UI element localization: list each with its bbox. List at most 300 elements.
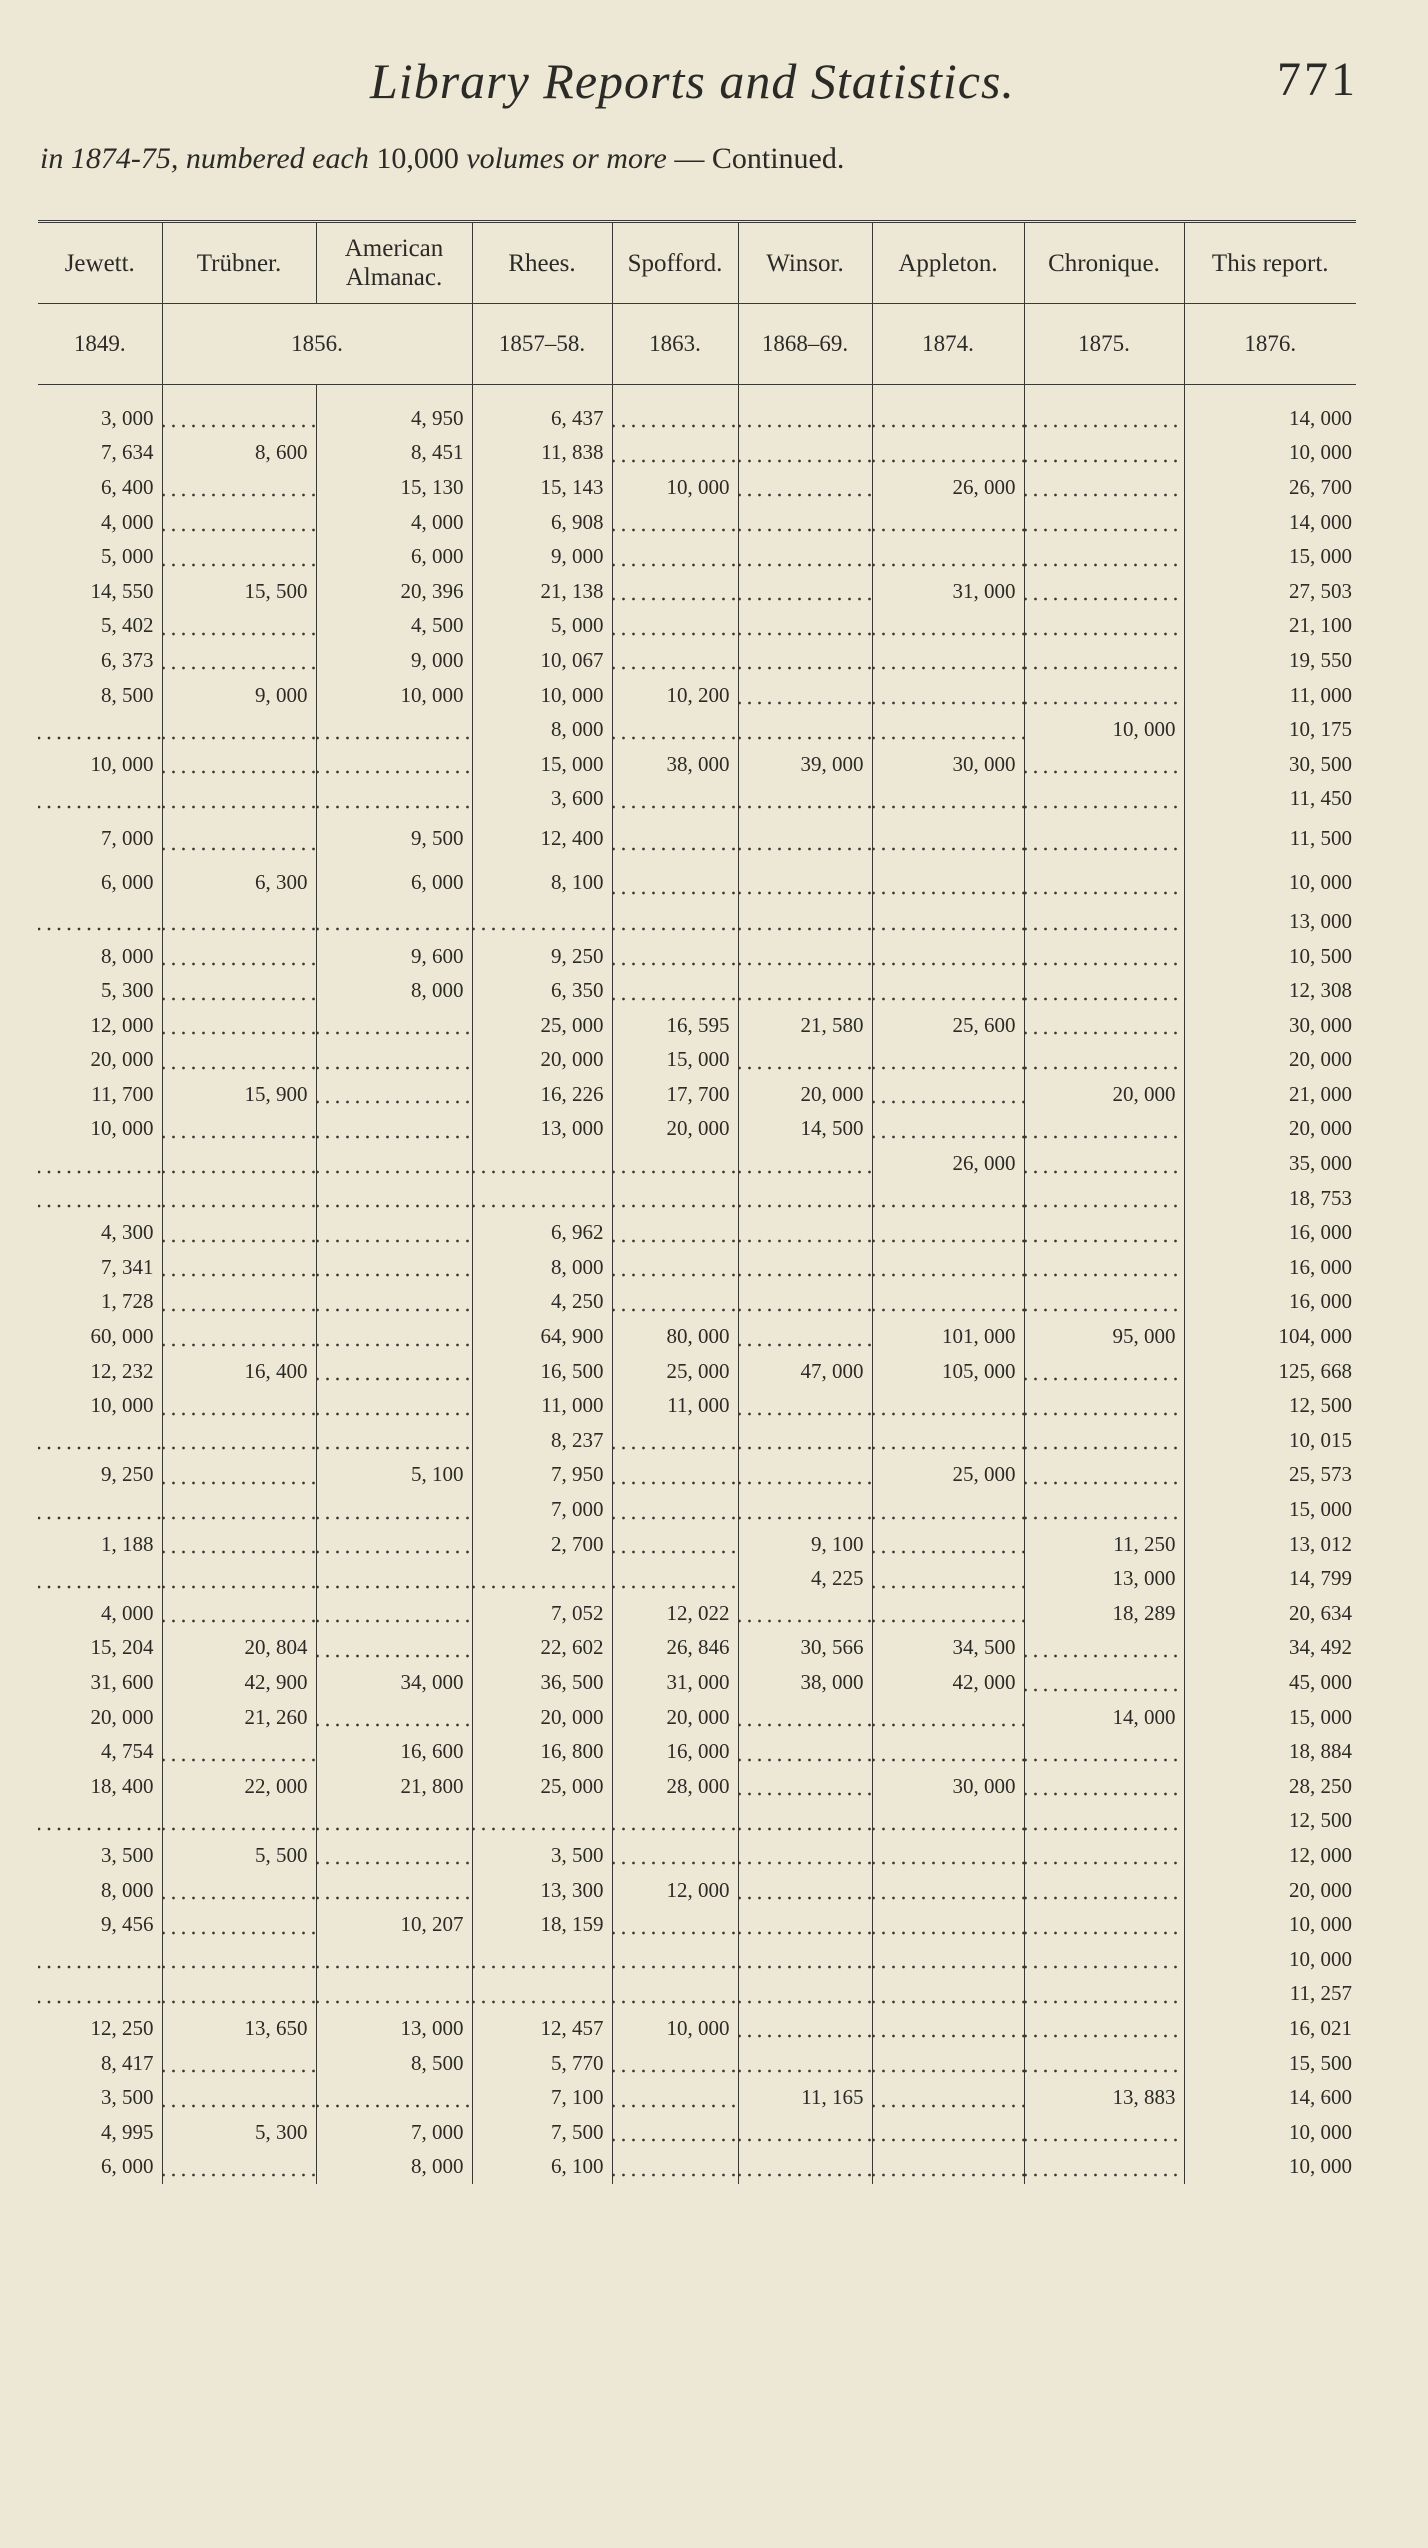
table-cell (872, 505, 1024, 540)
table-cell: 10, 000 (1184, 436, 1356, 471)
table-row (38, 1942, 1356, 1977)
table-cell: 4, 000 (101, 1600, 154, 1625)
table-cell: 10, 000 (1184, 2115, 1356, 2150)
subtitle-italic: volumes or more (466, 142, 667, 175)
table-cell (738, 2011, 872, 2046)
table-row (38, 747, 1356, 782)
column-header: American Almanac. (316, 222, 472, 304)
table-cell (872, 2115, 1024, 2150)
table-cell (1024, 782, 1184, 817)
table-cell (612, 1250, 738, 1285)
table-cell: 20, 396 (316, 574, 472, 609)
table-subtitle (40, 142, 844, 176)
year-header: 1863. (612, 304, 738, 385)
table-cell: 16, 000 (1184, 1250, 1356, 1285)
table-cell (612, 2080, 738, 2115)
table-row (38, 939, 1356, 974)
table-cell: 30, 000 (872, 747, 1024, 782)
page-header (0, 52, 1428, 122)
table-cell (162, 2150, 316, 2185)
table-cell: 10, 500 (1184, 939, 1356, 974)
table-cell: 45, 000 (1184, 1665, 1356, 1700)
table-cell (1024, 1181, 1184, 1216)
table-cell (1024, 436, 1184, 471)
table-cell: 31, 600 (90, 1669, 154, 1694)
table-cell: 11, 000 (612, 1388, 738, 1423)
table-cell (612, 643, 738, 678)
table-row (38, 2115, 1356, 2150)
table-cell (738, 1388, 872, 1423)
table-cell: 8, 417 (101, 2050, 154, 2075)
table-cell (1024, 539, 1184, 574)
table-cell: 20, 000 (612, 1700, 738, 1735)
table-cell (872, 1734, 1024, 1769)
table-cell: 30, 000 (1184, 1008, 1356, 1043)
table-cell: 10, 000 (1024, 712, 1184, 747)
table-cell: 15, 143 (472, 470, 612, 505)
table-cell (162, 470, 316, 505)
table-cell (162, 1285, 316, 1320)
table-cell (162, 643, 316, 678)
table-row (38, 1458, 1356, 1493)
header-spacer (38, 385, 1356, 402)
table-cell: 15, 000 (472, 747, 612, 782)
table-cell (162, 1527, 316, 1562)
table-cell (162, 816, 316, 860)
table-cell (612, 2115, 738, 2150)
table-cell (162, 939, 316, 974)
table-cell: 8, 000 (101, 1877, 154, 1902)
table-cell (612, 1492, 738, 1527)
table-cell: 18, 884 (1184, 1734, 1356, 1769)
table-cell (1024, 1112, 1184, 1147)
table-cell: 95, 000 (1024, 1319, 1184, 1354)
table-cell: 8, 000 (316, 973, 472, 1008)
table-cell: 20, 000 (472, 1043, 612, 1078)
table-cell (612, 1561, 738, 1596)
table-cell (738, 1907, 872, 1942)
table-cell: 34, 492 (1184, 1631, 1356, 1666)
table-cell (162, 2046, 316, 2081)
table-cell: 11, 700 (91, 1081, 154, 1106)
table-cell (612, 2150, 738, 2185)
table-cell (738, 1942, 872, 1977)
table-cell (612, 1942, 738, 1977)
table-cell: 20, 000 (90, 1047, 154, 1072)
table-cell: 9, 000 (472, 539, 612, 574)
table-cell: 8, 500 (316, 2046, 472, 2081)
table-cell (316, 2080, 472, 2115)
table-cell: 25, 000 (872, 1458, 1024, 1493)
table-cell: 15, 500 (162, 574, 316, 609)
table-cell (162, 1423, 316, 1458)
table-cell (612, 1527, 738, 1562)
table-cell: 5, 300 (162, 2115, 316, 2150)
table-cell: 4, 225 (738, 1561, 872, 1596)
table-cell (316, 904, 472, 939)
table-cell: 20, 000 (1024, 1077, 1184, 1112)
table-cell (738, 939, 872, 974)
table-row (38, 436, 1356, 471)
table-cell (872, 1804, 1024, 1839)
table-cell (1024, 1665, 1184, 1700)
table-cell: 16, 400 (162, 1354, 316, 1389)
table-cell (738, 1596, 872, 1631)
table-row (38, 904, 1356, 939)
table-cell (472, 1942, 612, 1977)
table-cell (612, 973, 738, 1008)
table-cell: 36, 500 (472, 1665, 612, 1700)
table-cell (316, 1285, 472, 1320)
table-cell (872, 1527, 1024, 1562)
table-cell: 9, 600 (316, 939, 472, 974)
table-cell (872, 1043, 1024, 1078)
table-cell: 18, 289 (1024, 1596, 1184, 1631)
table-row (38, 1665, 1356, 1700)
table-row (38, 860, 1356, 904)
table-cell: 10, 000 (1184, 1942, 1356, 1977)
table-cell (1024, 574, 1184, 609)
table-cell: 17, 700 (612, 1077, 738, 1112)
table-cell: 5, 770 (472, 2046, 612, 2081)
table-cell: 64, 900 (472, 1319, 612, 1354)
table-cell (162, 1319, 316, 1354)
table-cell: 14, 799 (1184, 1561, 1356, 1596)
table-cell: 9, 100 (738, 1527, 872, 1562)
table-cell: 8, 500 (101, 682, 154, 707)
table-cell: 8, 237 (472, 1423, 612, 1458)
table-cell (872, 1492, 1024, 1527)
column-header: Rhees. (472, 222, 612, 304)
table-cell (162, 1008, 316, 1043)
table-cell (738, 1977, 872, 2012)
table-cell (162, 1734, 316, 1769)
table-cell (738, 904, 872, 939)
table-cell: 14, 000 (1024, 1700, 1184, 1735)
table-cell (162, 1977, 316, 2012)
table-cell: 6, 400 (101, 474, 154, 499)
table-cell (1024, 2046, 1184, 2081)
table-cell (738, 609, 872, 644)
table-cell: 22, 602 (472, 1631, 612, 1666)
table-cell (38, 1423, 162, 1458)
table-cell (738, 2150, 872, 2185)
table-cell: 7, 500 (472, 2115, 612, 2150)
table-cell: 16, 595 (612, 1008, 738, 1043)
table-cell: 104, 000 (1184, 1319, 1356, 1354)
table-cell: 22, 000 (162, 1769, 316, 1804)
table-cell: 5, 300 (101, 978, 154, 1003)
table-cell: 10, 000 (1184, 2150, 1356, 2185)
table-cell: 13, 300 (472, 1873, 612, 1908)
table-cell: 12, 232 (90, 1358, 154, 1383)
table-cell: 12, 457 (472, 2011, 612, 2046)
table-cell: 9, 250 (101, 1462, 154, 1487)
table-cell (472, 1146, 612, 1181)
table-cell (612, 2046, 738, 2081)
table-cell (872, 1215, 1024, 1250)
table-cell (1024, 1008, 1184, 1043)
table-cell (162, 1492, 316, 1527)
table-cell: 20, 000 (1184, 1873, 1356, 1908)
table-cell (38, 1146, 162, 1181)
table-cell: 11, 838 (472, 436, 612, 471)
table-row (38, 1388, 1356, 1423)
table-cell (1024, 1942, 1184, 1977)
table-cell: 7, 341 (101, 1254, 154, 1279)
table-cell (738, 1423, 872, 1458)
table-cell (872, 1112, 1024, 1147)
table-cell (1024, 1458, 1184, 1493)
column-header: This report. (1184, 222, 1356, 304)
table-cell (162, 1388, 316, 1423)
subtitle-number: 10,000 (376, 142, 459, 175)
table-cell (612, 1181, 738, 1216)
table-cell (316, 1319, 472, 1354)
table-cell: 10, 000 (612, 2011, 738, 2046)
table-cell: 11, 000 (1184, 678, 1356, 713)
table-cell (316, 1631, 472, 1666)
table-cell: 6, 373 (101, 647, 154, 672)
table-cell (1024, 1769, 1184, 1804)
library-statistics-table (38, 220, 1356, 2184)
table-cell (316, 1942, 472, 1977)
table-cell: 10, 000 (612, 470, 738, 505)
table-cell (38, 1181, 162, 1216)
table-cell (872, 2046, 1024, 2081)
table-cell: 6, 962 (472, 1215, 612, 1250)
table-cell: 7, 950 (472, 1458, 612, 1493)
table-row (38, 643, 1356, 678)
table-cell (1024, 1631, 1184, 1666)
table-row (38, 2080, 1356, 2115)
table-row (38, 574, 1356, 609)
table-cell (612, 436, 738, 471)
table-cell: 16, 021 (1184, 2011, 1356, 2046)
table-cell: 101, 000 (872, 1319, 1024, 1354)
table-cell: 10, 000 (90, 751, 154, 776)
table-row (38, 1423, 1356, 1458)
table-cell: 20, 634 (1184, 1596, 1356, 1631)
table-cell: 38, 000 (738, 1665, 872, 1700)
table-cell (316, 1527, 472, 1562)
table-cell (316, 1354, 472, 1389)
table-cell: 47, 000 (738, 1354, 872, 1389)
table-row (38, 1285, 1356, 1320)
table-cell: 20, 804 (162, 1631, 316, 1666)
table-cell: 13, 883 (1024, 2080, 1184, 2115)
subtitle-suffix: — Continued. (674, 142, 845, 175)
table-cell: 12, 500 (1184, 1388, 1356, 1423)
table-cell (1024, 1146, 1184, 1181)
table-cell: 13, 000 (316, 2011, 472, 2046)
table-cell (316, 1008, 472, 1043)
table-cell (738, 1734, 872, 1769)
table-cell (316, 1838, 472, 1873)
table-cell: 15, 000 (1184, 1492, 1356, 1527)
table-cell: 10, 207 (316, 1907, 472, 1942)
table-cell: 8, 100 (472, 860, 612, 904)
table-cell (1024, 1977, 1184, 2012)
table-cell (872, 1596, 1024, 1631)
table-cell (612, 860, 738, 904)
table-cell (162, 747, 316, 782)
table-cell (612, 782, 738, 817)
table-cell (316, 1388, 472, 1423)
table-cell (872, 678, 1024, 713)
table-cell: 6, 000 (316, 860, 472, 904)
table-row (38, 678, 1356, 713)
table-cell (872, 1561, 1024, 1596)
table-row (38, 1354, 1356, 1389)
table-cell: 8, 451 (316, 436, 472, 471)
table-cell (1024, 1838, 1184, 1873)
table-cell: 25, 000 (612, 1354, 738, 1389)
table-cell (1024, 609, 1184, 644)
table-cell: 15, 130 (316, 470, 472, 505)
table-row (38, 1977, 1356, 2012)
table-cell (738, 1181, 872, 1216)
table-row (38, 1043, 1356, 1078)
table-cell: 18, 400 (90, 1773, 154, 1798)
table-row (38, 1250, 1356, 1285)
table-cell: 26, 846 (612, 1631, 738, 1666)
table-cell (738, 505, 872, 540)
table-row (38, 712, 1356, 747)
table-cell: 4, 300 (101, 1220, 154, 1245)
table-cell (472, 1977, 612, 2012)
table-cell (612, 539, 738, 574)
running-title: Library Reports and Statistics. (370, 53, 1015, 109)
table-cell (738, 678, 872, 713)
column-header: Trübner. (162, 222, 316, 304)
table-cell (316, 1804, 472, 1839)
table-cell: 2, 700 (472, 1527, 612, 1562)
table-cell (1024, 1215, 1184, 1250)
year-header: 1868–69. (738, 304, 872, 385)
table-cell (1024, 816, 1184, 860)
table-cell (612, 816, 738, 860)
table-cell (872, 609, 1024, 644)
year-header: 1876. (1184, 304, 1356, 385)
table-row (38, 1008, 1356, 1043)
table-cell: 25, 573 (1184, 1458, 1356, 1493)
table-cell (316, 1043, 472, 1078)
column-header: Jewett. (38, 222, 162, 304)
table-cell (738, 860, 872, 904)
table-cell: 10, 000 (316, 678, 472, 713)
year-header-row (38, 304, 1356, 385)
table-cell: 13, 000 (1024, 1561, 1184, 1596)
table-cell: 8, 000 (316, 2150, 472, 2185)
table-cell: 5, 100 (316, 1458, 472, 1493)
table-cell: 10, 175 (1184, 712, 1356, 747)
table-cell (1024, 904, 1184, 939)
table-cell (612, 1146, 738, 1181)
table-row (38, 1112, 1356, 1147)
table-cell (162, 1561, 316, 1596)
table-cell (612, 1423, 738, 1458)
table-cell (38, 1977, 162, 2012)
table-cell (738, 1492, 872, 1527)
table-cell: 16, 600 (316, 1734, 472, 1769)
table-cell: 3, 500 (101, 2085, 154, 2110)
table-cell (612, 904, 738, 939)
table-cell: 7, 000 (472, 1492, 612, 1527)
table-cell: 6, 350 (472, 973, 612, 1008)
table-cell (738, 643, 872, 678)
table-cell: 14, 000 (1184, 401, 1356, 436)
table-cell: 26, 000 (872, 470, 1024, 505)
table-cell: 21, 800 (316, 1769, 472, 1804)
table-cell: 11, 165 (738, 2080, 872, 2115)
table-cell: 15, 500 (1184, 2046, 1356, 2081)
table-cell (316, 712, 472, 747)
table-row (38, 2046, 1356, 2081)
table-cell (872, 401, 1024, 436)
table-cell (162, 1043, 316, 1078)
table-cell (162, 1181, 316, 1216)
table-cell (162, 1804, 316, 1839)
table-cell (38, 712, 162, 747)
table-cell (738, 574, 872, 609)
table-cell (738, 1250, 872, 1285)
table-row (38, 1873, 1356, 1908)
table-cell: 12, 250 (90, 2015, 154, 2040)
table-cell: 6, 300 (162, 860, 316, 904)
year-header: 1875. (1024, 304, 1184, 385)
table-cell (1024, 939, 1184, 974)
table-cell (1024, 2115, 1184, 2150)
table-cell (738, 2115, 872, 2150)
table-cell (738, 1146, 872, 1181)
table-cell (1024, 470, 1184, 505)
table-cell (38, 904, 162, 939)
table-row (38, 505, 1356, 540)
table-cell (738, 1838, 872, 1873)
table-cell: 10, 000 (1184, 860, 1356, 904)
table-row (38, 1181, 1356, 1216)
table-cell: 7, 100 (472, 2080, 612, 2115)
table-cell: 10, 000 (90, 1116, 154, 1141)
table-cell (38, 1942, 162, 1977)
table-cell: 12, 022 (612, 1596, 738, 1631)
table-cell: 10, 015 (1184, 1423, 1356, 1458)
column-header: Winsor. (738, 222, 872, 304)
table-cell (316, 1112, 472, 1147)
table-cell: 31, 000 (872, 574, 1024, 609)
table-cell (162, 1596, 316, 1631)
table-cell (872, 643, 1024, 678)
table-cell (316, 1873, 472, 1908)
table-cell (738, 973, 872, 1008)
table-cell: 25, 000 (472, 1769, 612, 1804)
table-cell: 10, 000 (1184, 1907, 1356, 1942)
table-cell: 13, 000 (1184, 904, 1356, 939)
table-cell (612, 1907, 738, 1942)
table-cell (612, 712, 738, 747)
table-cell (872, 782, 1024, 817)
table-cell (162, 1907, 316, 1942)
table-cell: 4, 950 (316, 401, 472, 436)
table-cell (872, 1700, 1024, 1735)
table-cell (316, 1492, 472, 1527)
table-cell: 42, 900 (162, 1665, 316, 1700)
table-cell (162, 539, 316, 574)
table-cell: 35, 000 (1184, 1146, 1356, 1181)
table-cell: 25, 000 (472, 1008, 612, 1043)
table-cell: 16, 000 (1184, 1215, 1356, 1250)
